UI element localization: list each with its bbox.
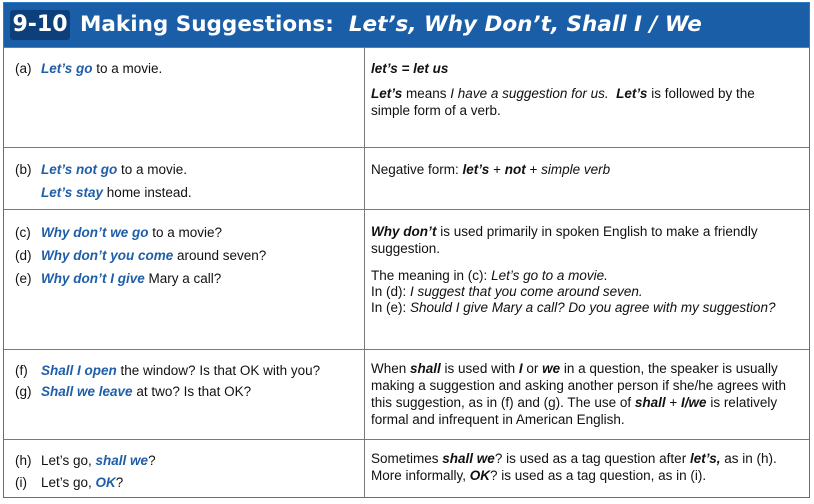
example-i: (i) Let’s go, OK? (15, 475, 124, 490)
note-tag-question: Sometimes shall we? is used as a tag question after let’s, as in (h). More informally, OK? is used as a tag question, as in (i). (371, 451, 777, 483)
row-why-dont (4, 209, 809, 349)
row-lets (4, 47, 809, 147)
example-c: (c) Why don’t we go to a movie? (15, 225, 223, 240)
row-lets-not (4, 147, 809, 209)
example-d: (d) Why don’t you come around seven? (15, 248, 267, 263)
chart-title-italic: Let’s, Why Don’t, Shall I / We (348, 12, 702, 37)
example-g: (g) Shall we leave at two? Is that OK? (15, 384, 252, 399)
note-negative-form: Negative form: let’s + not + simple verb (371, 162, 611, 177)
grammar-chart (3, 2, 810, 498)
chart-grid (4, 47, 809, 498)
example-f: (f) Shall I open the window? Is that OK with you? (15, 363, 321, 378)
example-b-2: Let’s stay home instead. (41, 185, 192, 200)
example-h: (h) Let’s go, shall we? (15, 453, 156, 468)
note-explanation: Let’s means I have a suggestion for us. Let’s is followed by the simple form of a verb. (371, 86, 755, 118)
note-heading: let’s = let us (371, 61, 449, 76)
chart-title-main: Making Suggestions: (80, 12, 334, 37)
chart-title-bar (4, 3, 809, 47)
row-tag-questions (4, 439, 809, 498)
example-a: (a) Let’s go to a movie. (15, 61, 163, 76)
row-shall (4, 349, 809, 439)
note-shall: When shall is used with I or we in a question, the speaker is usually making a suggestion and asking another person if she/he agrees with this suggestion, as in (f) and (g). The use of shall + I/we is relatively formal and infrequent in American English. (371, 361, 787, 427)
example-b: (b) Let’s not go to a movie. (15, 162, 188, 177)
chart-number-badge: 9-10 (10, 10, 70, 40)
chart-title (80, 10, 702, 40)
note-meanings: The meaning in (c): Let’s go to a movie. In (d): I suggest that you come around seven. In (e): Should I give Mary a call? Do you agree with my suggestion? (371, 268, 776, 315)
example-e: (e) Why don’t I give Mary a call? (15, 271, 222, 286)
note-why-dont: Why don’t is used primarily in spoken English to make a friendly suggestion. (371, 224, 758, 256)
